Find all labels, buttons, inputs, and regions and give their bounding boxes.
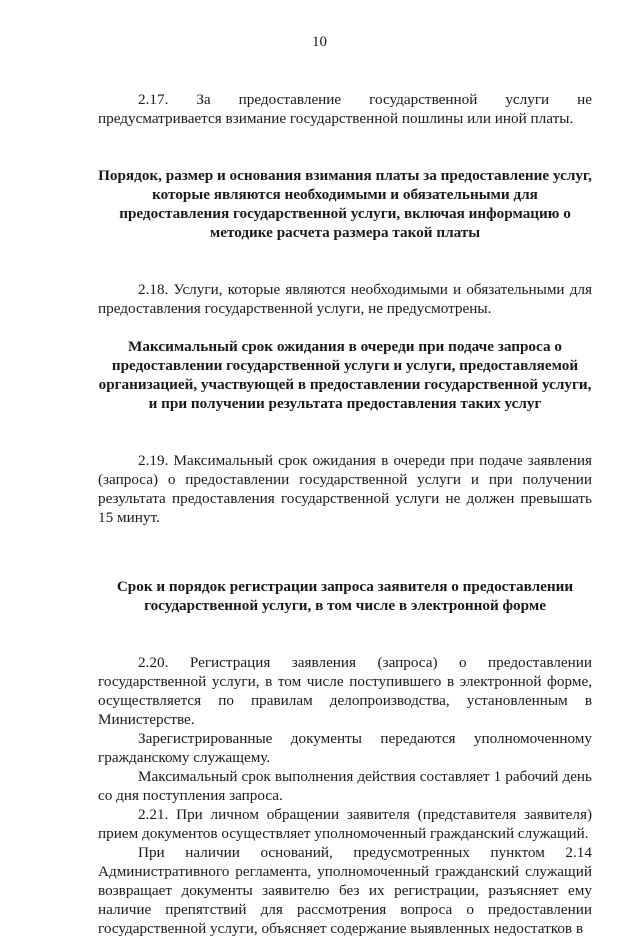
paragraph-2-21: 2.21. При личном обращении заявителя (представителя заявителя) прием документов осуществляет уполномоченный гражданский служащий.: [98, 806, 592, 842]
paragraph-grounds-for-return: При наличии оснований, предусмотренных пунктом 2.14 Административного регламента, уполномоченный гражданский служащий возвращает документы заявителю без их регистрации, разъясняет ему наличие препятствий для рассмотрения вопроса о предоставлении государственной услуги, объясняет содержание выявленных недостатков в: [98, 844, 592, 937]
document-body: [98, 90, 592, 938]
paragraph-registered-documents: Зарегистрированные документы передаются уполномоченному гражданскому служащему.: [98, 730, 592, 766]
page-number: 10: [312, 34, 327, 50]
heading-payment-procedure: Порядок, размер и основания взимания платы за предоставление услуг, которые являются необходимыми и обязательными для предоставления государственной услуги, включая информацию о методике расчета размера такой платы: [98, 167, 592, 241]
heading-registration-procedure: Срок и порядок регистрации запроса заявителя о предоставлении государственной услуги, в том числе в электронной форме: [116, 578, 574, 614]
paragraph-2-17: 2.17. За предоставление государственной услуги не предусматривается взимание государственной пошлины или иной платы.: [98, 91, 592, 127]
paragraph-max-term: Максимальный срок выполнения действия составляет 1 рабочий день со дня поступления запроса.: [98, 768, 592, 804]
paragraph-2-19: 2.19. Максимальный срок ожидания в очереди при подаче заявления (запроса) о предоставлении государственной услуги и при получении результата предоставления государственной услуги не должен превышать 15 минут.: [98, 452, 592, 526]
heading-max-waiting-time: Максимальный срок ожидания в очереди при подаче запроса о предоставлении государственной услуги и услуги, предоставляемой организацией, участвующей в предоставлении государственной услуги, и при получении результата предоставления таких услуг: [98, 338, 592, 412]
paragraph-2-20: 2.20. Регистрация заявления (запроса) о предоставлении государственной услуги, в том числе поступившего в электронной форме, осуществляется по правилам делопроизводства, установленным в Министерстве.: [98, 654, 592, 728]
paragraph-2-18: 2.18. Услуги, которые являются необходимыми и обязательными для предоставления государственной услуги, не предусмотрены.: [98, 281, 592, 317]
